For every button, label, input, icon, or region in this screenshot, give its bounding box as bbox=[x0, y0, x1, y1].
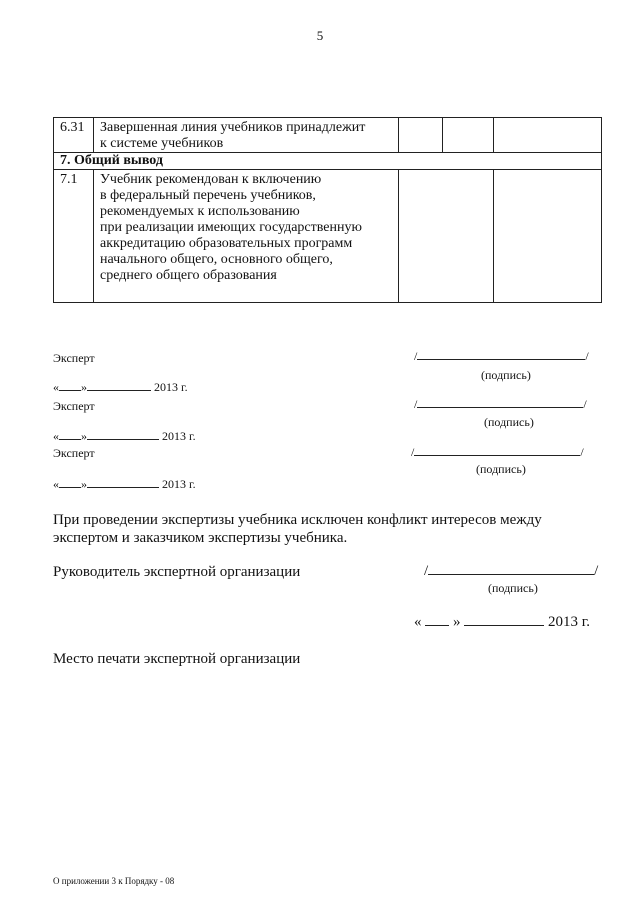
year: 2013 г. bbox=[154, 380, 188, 394]
section-title: 7. Общий вывод bbox=[54, 153, 602, 170]
row-number: 6.31 bbox=[54, 118, 94, 153]
expert-label: Эксперт bbox=[53, 351, 95, 365]
day-blank bbox=[59, 478, 81, 488]
quote-close: » bbox=[81, 429, 87, 443]
row-text-line: среднего общего образования bbox=[100, 268, 277, 283]
day-blank bbox=[59, 381, 81, 391]
conflict-statement-line: экспертом и заказчиком экспертизы учебника. bbox=[53, 530, 348, 546]
expert-date[interactable] bbox=[53, 429, 196, 444]
table-cell bbox=[494, 170, 602, 303]
slash: / bbox=[414, 397, 418, 411]
quote-open: « bbox=[53, 477, 59, 491]
signature-caption: (подпись) bbox=[488, 581, 538, 595]
quote-close: » bbox=[453, 614, 461, 630]
row-text bbox=[94, 118, 399, 153]
row-text-line: в федеральный перечень учебников, bbox=[100, 188, 316, 203]
signature-blank bbox=[417, 349, 585, 360]
quote-close: » bbox=[81, 380, 87, 394]
slash: / bbox=[580, 445, 584, 459]
criteria-table bbox=[53, 117, 602, 303]
table-row bbox=[54, 118, 602, 153]
row-text-line: аккредитацию образовательных программ bbox=[100, 236, 353, 251]
day-blank bbox=[59, 430, 81, 440]
table-cell bbox=[494, 118, 602, 153]
month-blank bbox=[464, 614, 544, 626]
month-blank bbox=[87, 478, 159, 488]
signature-caption: (подпись) bbox=[484, 415, 534, 429]
section-row bbox=[54, 153, 602, 170]
day-blank bbox=[425, 614, 449, 626]
signature-blank bbox=[428, 563, 594, 575]
head-date[interactable] bbox=[414, 614, 590, 631]
conflict-statement-line: При проведении экспертизы учебника исключен конфликт интересов между bbox=[53, 512, 542, 528]
signature-caption: (подпись) bbox=[476, 462, 526, 476]
expert-signature-line[interactable] bbox=[411, 445, 584, 460]
month-blank bbox=[87, 430, 159, 440]
signature-blank bbox=[414, 445, 580, 456]
quote-close: » bbox=[81, 477, 87, 491]
page-number: 5 bbox=[316, 28, 324, 43]
month-blank bbox=[87, 381, 151, 391]
footer-note: О приложении 3 к Порядку - 08 bbox=[53, 876, 175, 886]
row-text-line: рекомендуемых к использованию bbox=[100, 204, 300, 219]
row-text-line: Учебник рекомендован к включению bbox=[100, 172, 322, 187]
row-number: 7.1 bbox=[54, 170, 94, 303]
quote-open: « bbox=[414, 614, 422, 630]
row-text-line: к системе учебников bbox=[100, 136, 224, 151]
row-text-line: при реализации имеющих государственную bbox=[100, 220, 362, 235]
row-text-line: начального общего, основного общего, bbox=[100, 252, 333, 267]
head-signature-line[interactable] bbox=[424, 563, 598, 580]
slash: / bbox=[585, 349, 589, 363]
expert-date[interactable] bbox=[53, 477, 196, 492]
row-text bbox=[94, 170, 399, 303]
expert-signature-line[interactable] bbox=[414, 397, 587, 412]
table-cell bbox=[399, 118, 443, 153]
signature-blank bbox=[417, 397, 583, 408]
expert-label: Эксперт bbox=[53, 446, 95, 460]
row-text-line: Завершенная линия учебников принадлежит bbox=[100, 120, 366, 135]
expert-signature-line[interactable] bbox=[414, 349, 589, 364]
head-label: Руководитель экспертной организации bbox=[53, 564, 301, 580]
quote-open: « bbox=[53, 429, 59, 443]
slash: / bbox=[594, 563, 599, 579]
table-cell bbox=[399, 170, 494, 303]
quote-open: « bbox=[53, 380, 59, 394]
year: 2013 г. bbox=[162, 477, 196, 491]
expert-date[interactable] bbox=[53, 380, 188, 395]
slash: / bbox=[414, 349, 418, 363]
slash: / bbox=[424, 563, 429, 579]
table-row bbox=[54, 170, 602, 303]
slash: / bbox=[583, 397, 587, 411]
table-cell bbox=[443, 118, 494, 153]
year: 2013 г. bbox=[548, 614, 590, 630]
expert-label: Эксперт bbox=[53, 399, 95, 413]
year: 2013 г. bbox=[162, 429, 196, 443]
stamp-place-label: Место печати экспертной организации bbox=[53, 651, 301, 667]
signature-caption: (подпись) bbox=[481, 368, 531, 382]
slash: / bbox=[411, 445, 415, 459]
